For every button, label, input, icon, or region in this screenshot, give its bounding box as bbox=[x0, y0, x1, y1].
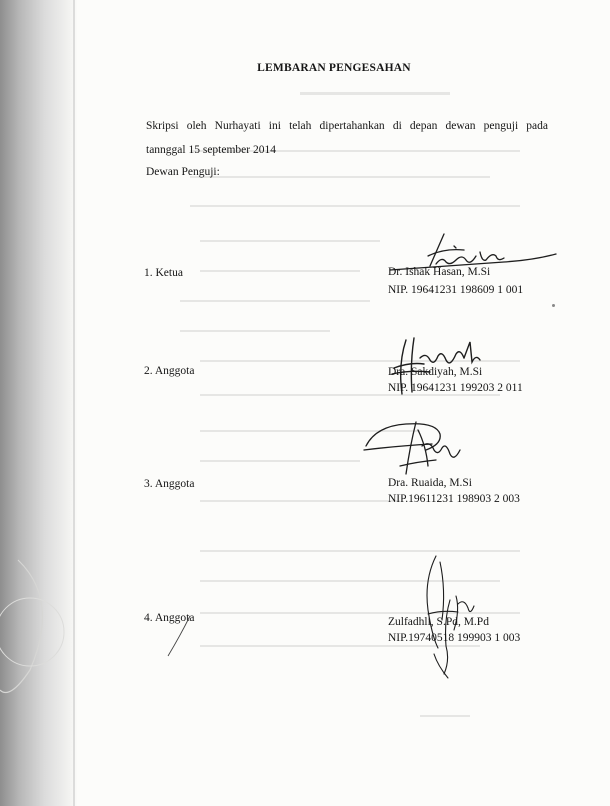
examiner-3-role: 3. Anggota bbox=[144, 478, 195, 490]
examiner-1-nip: NIP. 19641231 198609 1 001 bbox=[388, 284, 524, 296]
paragraph-line-1: Skripsi oleh Nurhayati ini telah dipertahankan di depan dewan penguji pada bbox=[146, 120, 548, 132]
stray-dot bbox=[552, 304, 555, 307]
stray-pen-mark bbox=[160, 612, 200, 660]
examiner-4-nip: NIP.19740518 199903 1 003 bbox=[388, 632, 521, 644]
examiner-3-nip: NIP.19611231 198903 2 003 bbox=[388, 493, 520, 505]
examiner-2-name: Dra. Sakdiyah, M.Si bbox=[388, 366, 483, 378]
paragraph-line-2: tannggal 15 september 2014 bbox=[146, 144, 276, 156]
page-title: LEMBARAN PENGESAHAN bbox=[257, 62, 411, 74]
examiner-3-signature bbox=[356, 416, 468, 480]
approval-paragraph bbox=[146, 114, 548, 162]
examiner-4-name: Zulfadhli, S.Pd, M.Pd bbox=[388, 616, 489, 628]
examiner-4-signature bbox=[398, 550, 482, 680]
examiner-2-role: 2. Anggota bbox=[144, 365, 195, 377]
examiner-3-name: Dra. Ruaida, M.Si bbox=[388, 477, 473, 489]
examiners-label: Dewan Penguji: bbox=[146, 166, 220, 178]
examiner-1-name: Dr. Ishak Hasan, M.Si bbox=[388, 266, 491, 278]
examiner-2-nip: NIP. 19641231 199203 2 011 bbox=[388, 382, 523, 394]
examiner-1-role: 1. Ketua bbox=[144, 267, 183, 279]
examiner-4-role: 4. Anggota bbox=[144, 612, 195, 624]
